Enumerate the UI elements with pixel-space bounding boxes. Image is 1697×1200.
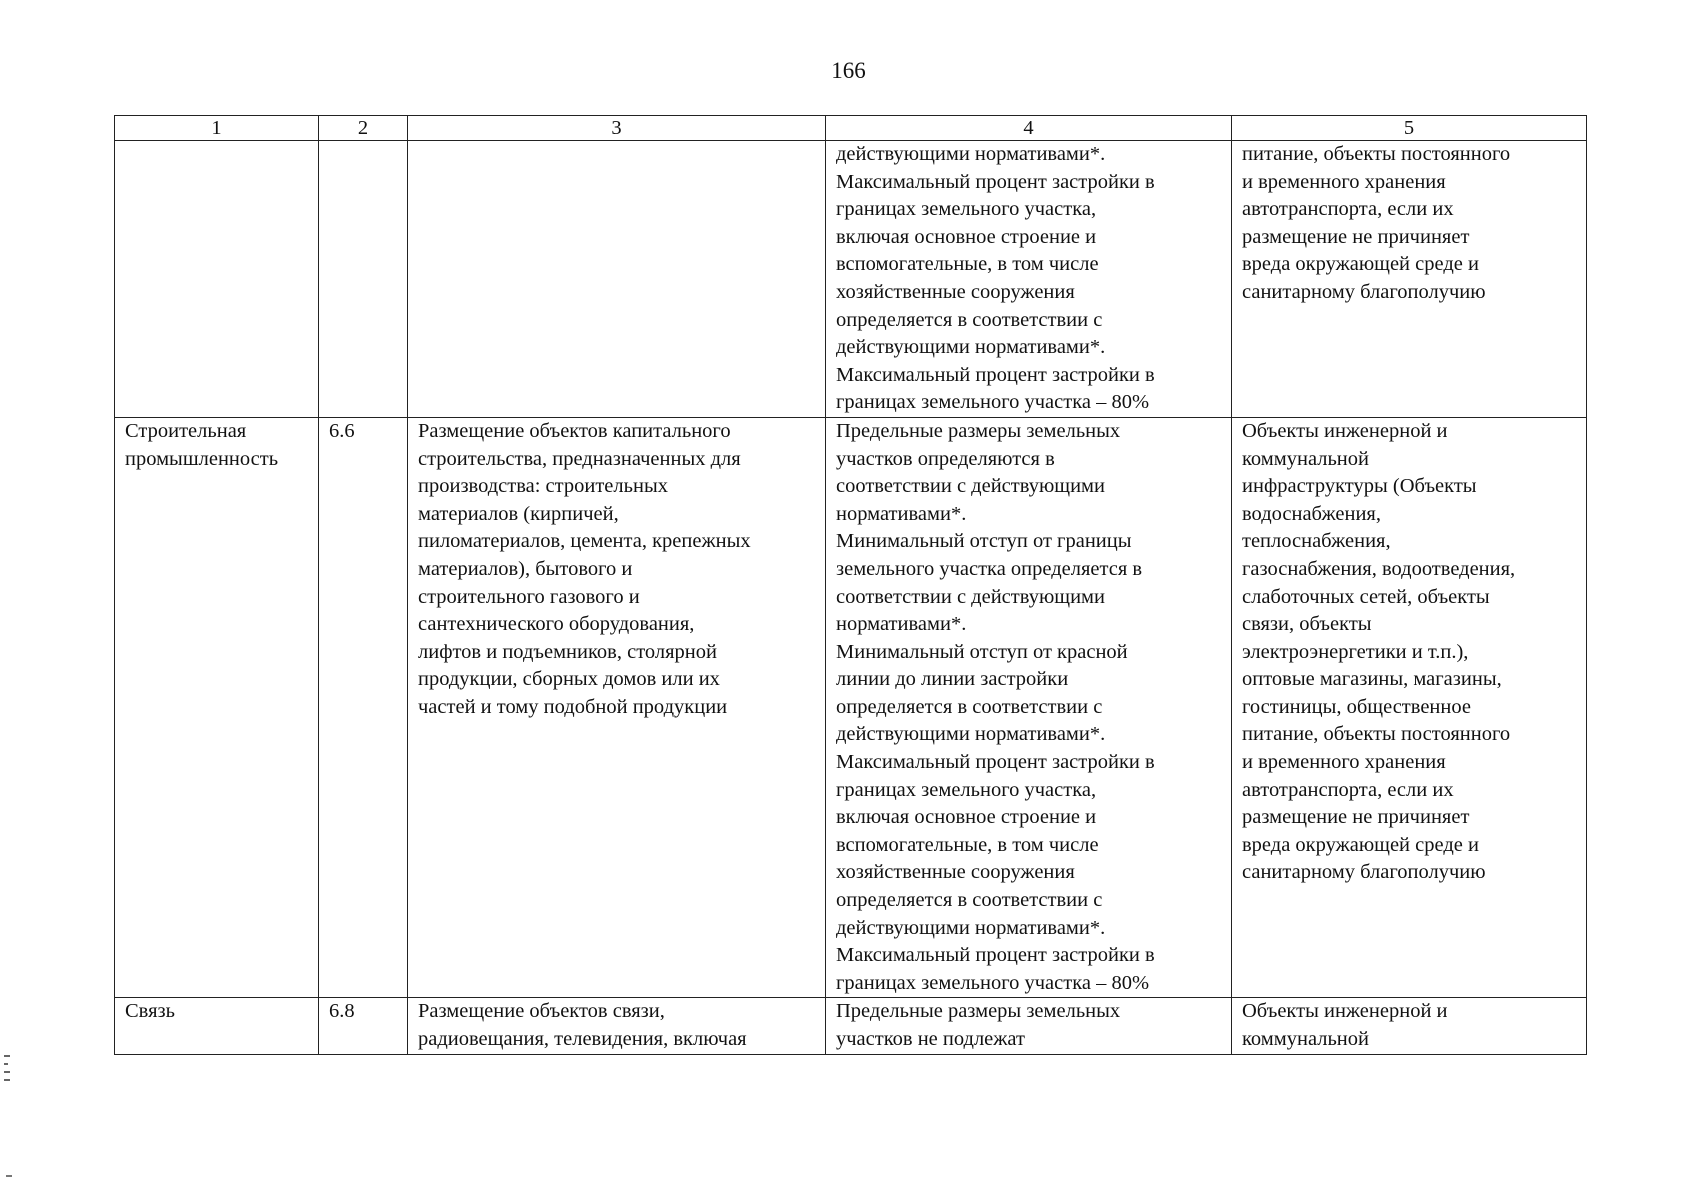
cell-line: действующими нормативами*. [836,723,1106,746]
use-name-cell [115,998,319,1054]
cell-line: Максимальный процент застройки в [836,363,1155,386]
cell-line: участков не подлежат [836,1028,1025,1050]
column-header-5: 5 [1232,116,1587,141]
cell-line: лифтов и подъемников, столярной [418,640,717,663]
cell-line: инфраструктуры (Объекты [1242,475,1477,498]
use-description-cell [408,141,826,418]
cell-line: нормативами*. [836,613,967,636]
cell-line: коммунальной [1242,447,1369,470]
cell-line: Связь [125,1000,175,1023]
cell-line: газоснабжения, водоотведения, [1242,557,1516,580]
cell-line: питание, объекты постоянного [1242,723,1511,746]
cell-line: Предельные размеры земельных [836,419,1121,442]
cell-line: 6.8 [329,1000,355,1023]
cell-line: Объекты инженерной и [1242,419,1448,442]
use-name-cell [115,417,319,997]
cell-line: 6.6 [329,419,355,442]
cell-line: и временного хранения [1242,170,1446,193]
use-description-cell [408,417,826,997]
auxiliary-uses-cell [1232,417,1587,997]
column-header-2: 2 [319,116,408,141]
cell-line: Строительная [125,419,247,442]
cell-line: соответствии с действующими [836,475,1105,498]
cell-line: Максимальный процент застройки в [836,170,1155,193]
auxiliary-uses-cell [1232,998,1587,1054]
cell-line: материалов), бытового и [418,557,633,580]
cell-line: границах земельного участка, [836,778,1097,801]
cell-line: питание, объекты постоянного [1242,143,1511,165]
cell-line: Предельные размеры земельных [836,1000,1121,1023]
cell-line: Размещение объектов капитального [418,419,731,442]
use-code-cell [319,141,408,418]
cell-line: санитарному благополучию [1242,861,1486,884]
cell-line: размещение не причиняет [1242,225,1470,248]
cell-line: нормативами*. [836,502,967,525]
cell-line: вреда окружающей среде и [1242,833,1479,856]
cell-line: и временного хранения [1242,751,1446,774]
cell-line: электроэнергетики и т.п.), [1242,640,1469,663]
cell-line: определяется в соответствии с [836,889,1103,912]
cell-line: вспомогательные, в том числе [836,833,1099,856]
cell-line: включая основное строение и [836,225,1097,248]
cell-line: действующими нормативами*. [836,143,1106,165]
use-description-cell [408,998,826,1054]
parameters-cell [826,141,1232,418]
cell-line: Объекты инженерной и [1242,1000,1448,1023]
page-number: 166 [831,58,866,83]
cell-line: санитарному благополучию [1242,280,1486,303]
cell-line: границах земельного участка, [836,198,1097,221]
table-body [115,141,1587,1055]
table-row [115,417,1587,997]
cell-line: включая основное строение и [836,806,1097,829]
cell-line: соответствии с действующими [836,585,1105,608]
cell-line: определяется в соответствии с [836,695,1103,718]
cell-line: действующими нормативами*. [836,916,1106,939]
cell-line: участков определяются в [836,447,1055,470]
cell-line: радиовещания, телевидения, включая [418,1028,747,1050]
cell-line: Максимальный процент застройки в [836,944,1155,967]
cell-line: коммунальной [1242,1028,1369,1050]
use-code-cell [319,998,408,1054]
cell-line: водоснабжения, [1242,502,1381,525]
header-row [115,116,1587,141]
cell-line: границах земельного участка – 80% [836,391,1150,414]
scan-margin-marks [4,1055,10,1095]
cell-line: хозяйственные сооружения [836,280,1075,303]
cell-line: линии до линии застройки [836,668,1069,691]
cell-line: слаботочных сетей, объекты [1242,585,1490,608]
column-header-4: 4 [826,116,1232,141]
use-name-cell [115,141,319,418]
cell-line: гостиницы, общественное [1242,695,1471,718]
cell-line: Минимальный отступ от границы [836,530,1132,553]
cell-line: размещение не причиняет [1242,806,1470,829]
cell-line: земельного участка определяется в [836,557,1143,580]
cell-line: Максимальный процент застройки в [836,751,1155,774]
cell-line: хозяйственные сооружения [836,861,1075,884]
scan-edge-tick [6,1175,12,1177]
table-row [115,141,1587,418]
cell-line: производства: строительных [418,475,668,498]
auxiliary-uses-cell [1232,141,1587,418]
cell-line: строительного газового и [418,585,640,608]
cell-line: автотранспорта, если их [1242,778,1454,801]
cell-line: автотранспорта, если их [1242,198,1454,221]
cell-line: продукции, сборных домов или их [418,668,720,691]
column-header-3: 3 [408,116,826,141]
parameters-cell [826,998,1232,1054]
cell-line: определяется в соответствии с [836,308,1103,331]
cell-line: вреда окружающей среде и [1242,253,1479,276]
cell-line: границах земельного участка – 80% [836,971,1150,994]
parameters-cell [826,417,1232,997]
cell-line: частей и тому подобной продукции [418,695,728,718]
column-header-1: 1 [115,116,319,141]
cell-line: строительства, предназначенных для [418,447,741,470]
regulations-table [114,115,1587,1055]
cell-line: связи, объекты [1242,613,1372,636]
cell-line: материалов (кирпичей, [418,502,619,525]
cell-line: оптовые магазины, магазины, [1242,668,1502,691]
use-code-cell [319,417,408,997]
cell-line: вспомогательные, в том числе [836,253,1099,276]
cell-line: Минимальный отступ от красной [836,640,1128,663]
cell-line: сантехнического оборудования, [418,613,695,636]
table-row [115,998,1587,1054]
cell-line: пиломатериалов, цемента, крепежных [418,530,751,553]
cell-line: теплоснабжения, [1242,530,1391,553]
cell-line: промышленность [125,447,279,470]
cell-line: Размещение объектов связи, [418,1000,665,1023]
cell-line: действующими нормативами*. [836,336,1106,359]
